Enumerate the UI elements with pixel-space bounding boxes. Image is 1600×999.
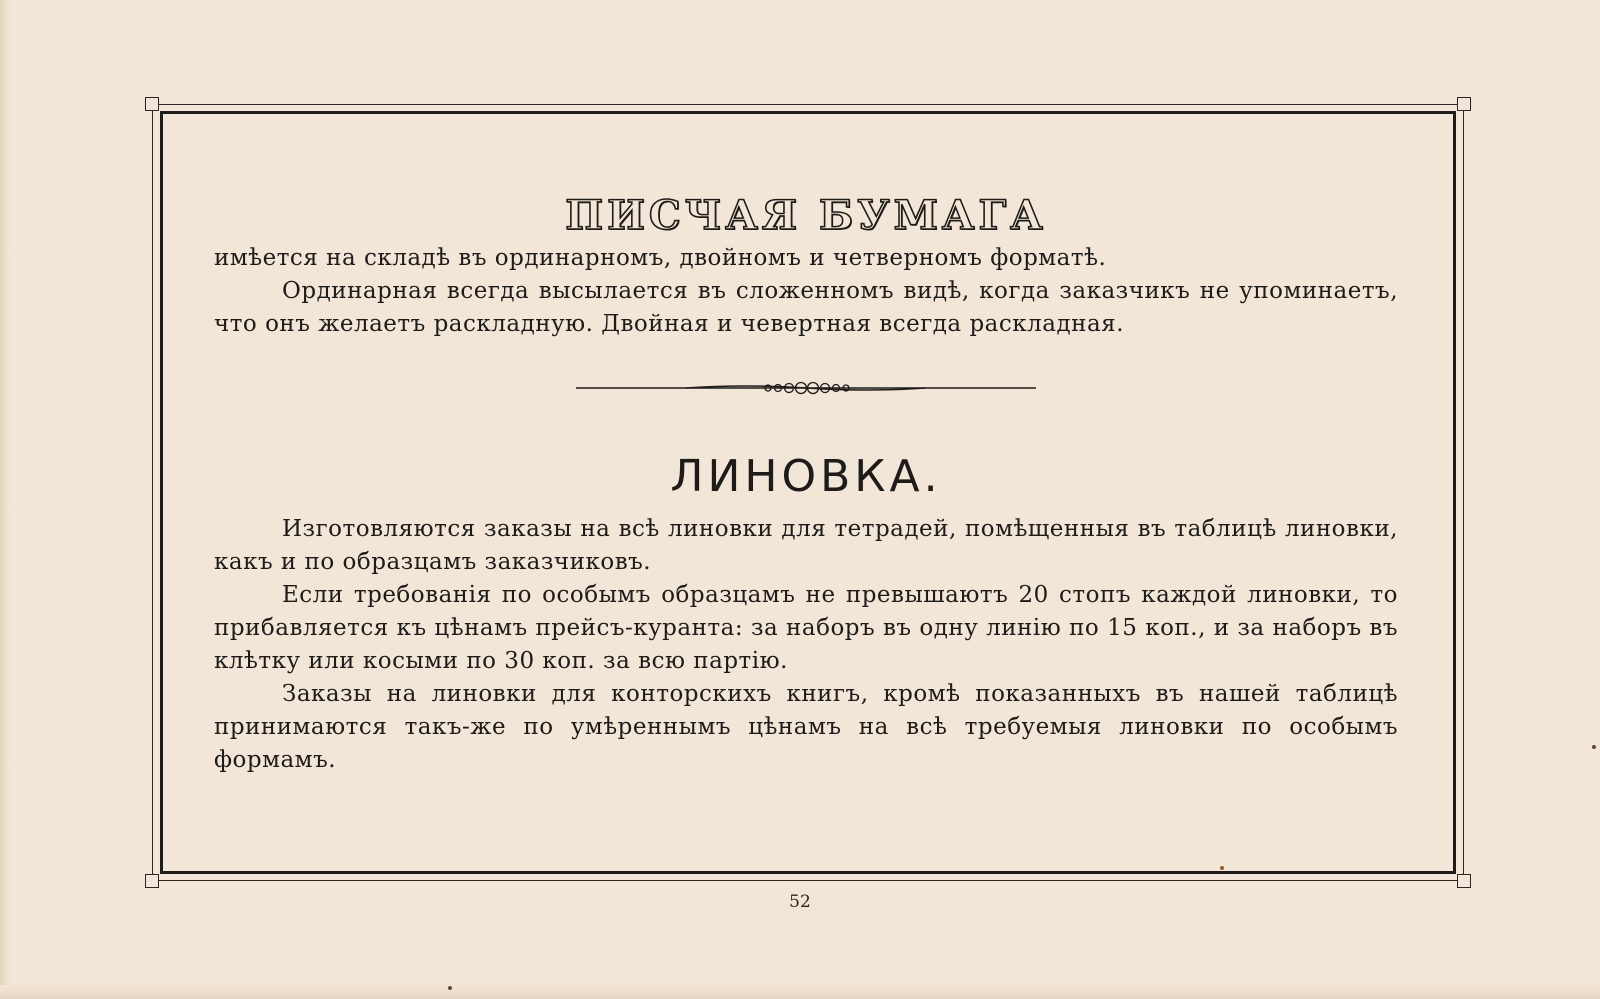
page-edge-left [0, 0, 10, 999]
page-number: 52 [789, 892, 811, 912]
lining-paragraph-3: Заказы на линовки для конторскихъ книгъ, кромѣ показанныхъ въ нашей таблицѣ принимаются такъ-же по умѣреннымъ цѣнамъ на всѣ требуемыя линовки по особымъ формамъ. [214, 681, 1398, 773]
corner-ornament-top-right [1457, 97, 1471, 111]
paper-folding-text: Ординарная всегда высылается въ сложенномъ видѣ, когда заказчикъ не упоминаетъ, что онъ желаетъ раскладную. Двойная и чевертная всегда раскладная. [214, 278, 1398, 337]
corner-ornament-top-left [145, 97, 159, 111]
page-edge-bottom [0, 985, 1600, 999]
paper-availability-text: имѣется на складѣ въ ординарномъ, двойномъ и четверномъ форматѣ. [214, 245, 1107, 271]
corner-ornament-bottom-left [145, 874, 159, 888]
page-content [214, 180, 1398, 777]
paper-spot [448, 986, 452, 990]
lining-paragraph-2: Если требованія по особымъ образцамъ не превышаютъ 20 стопъ каждой линовки, то прибавляется къ цѣнамъ прейсъ-куранта: за наборъ въ одну линію по 15 коп., и за наборъ въ клѣтку или косыми по 30 коп. за всю партію. [214, 582, 1398, 674]
paper-title: ПИСЧАЯ БУМАГА [565, 192, 1047, 239]
paper-spot [1220, 866, 1224, 870]
corner-ornament-bottom-right [1457, 874, 1471, 888]
lining-title: ЛИНОВКА. [670, 451, 942, 502]
lining-paragraph-1: Изготовляются заказы на всѣ линовки для тетрадей, помѣщенныя въ таблицѣ линовки, какъ и по образцамъ заказчиковъ. [214, 516, 1398, 575]
paper-spot [1592, 745, 1596, 749]
ornamental-divider [576, 381, 1036, 395]
